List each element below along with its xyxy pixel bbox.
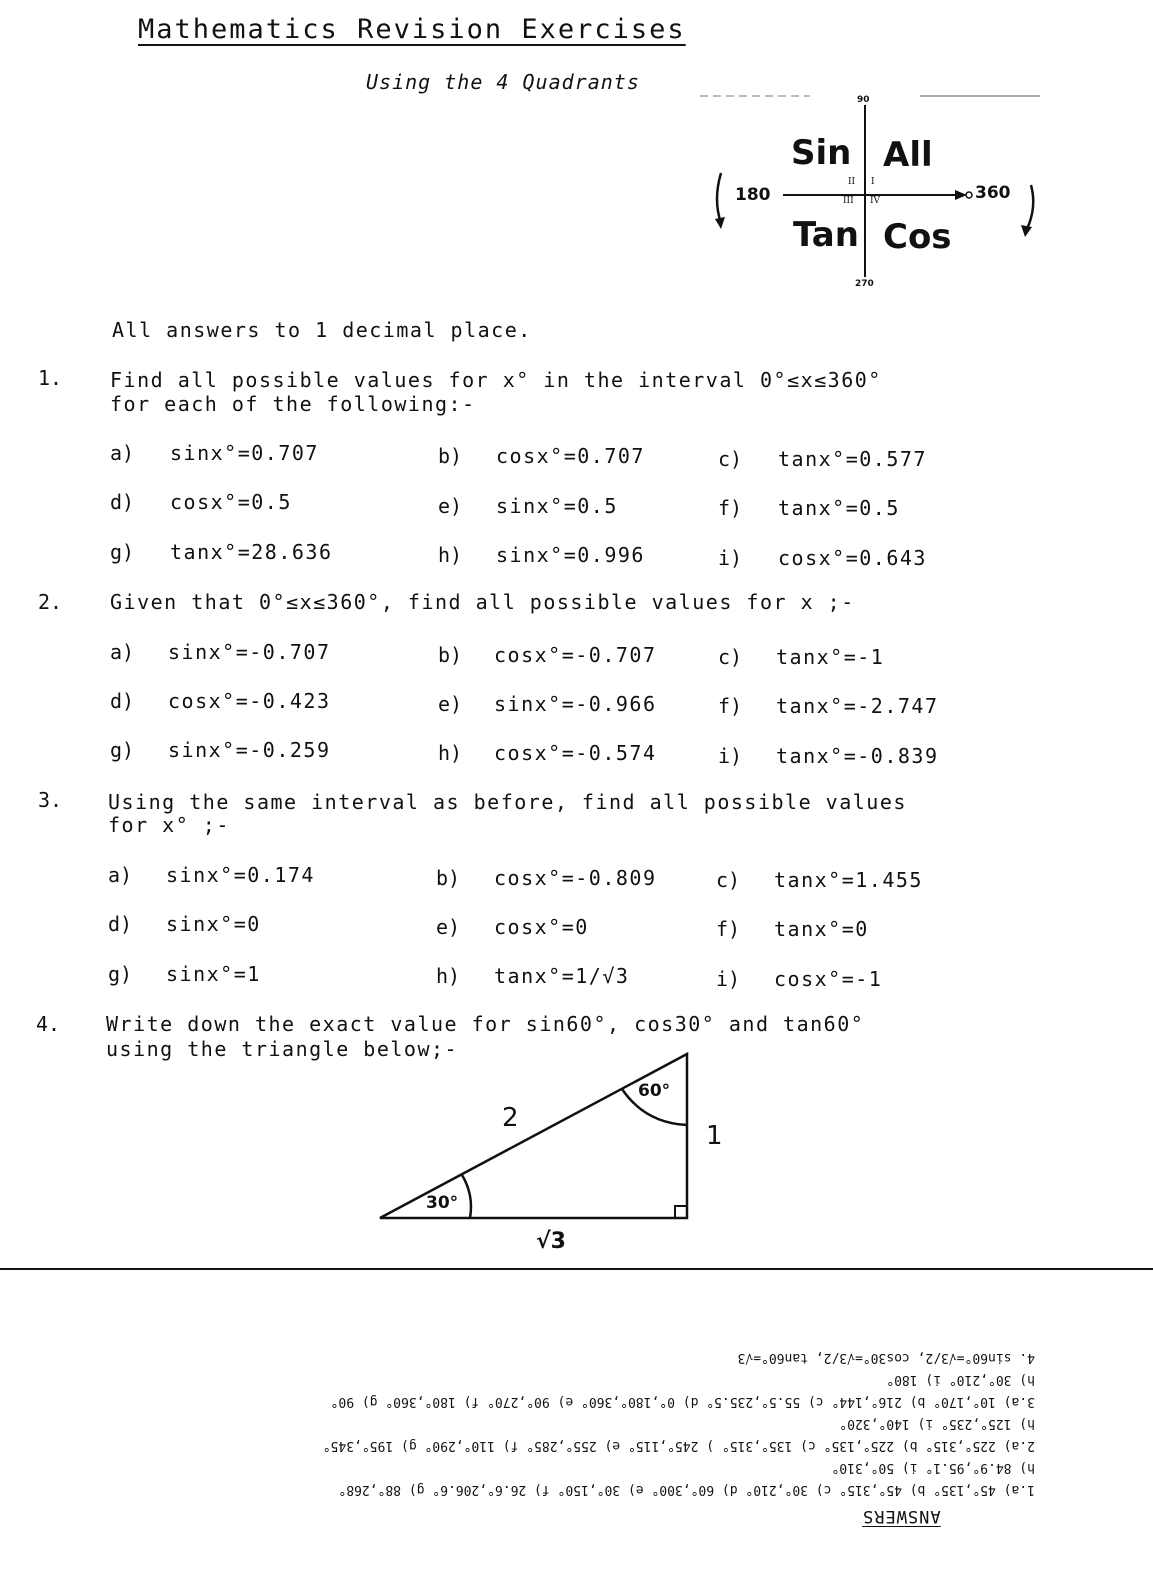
part-label: g) — [110, 738, 135, 762]
triangle-figure — [370, 1045, 730, 1265]
question-text: Write down the exact value for sin60°, cos30° and tan60° — [106, 1012, 865, 1036]
label-90: 90 — [857, 95, 870, 105]
quadrant-diagram — [705, 95, 1045, 295]
page-title: Mathematics Revision Exercises — [138, 14, 686, 45]
part-expression: sinx°=-0.966 — [494, 692, 657, 716]
section-divider — [0, 1268, 1153, 1270]
label-opposite: 1 — [706, 1121, 723, 1151]
part-expression: sinx°=1 — [166, 962, 261, 986]
part-label: c) — [718, 645, 743, 669]
quadrant-numeral-1: I — [871, 177, 875, 187]
instruction-text: All answers to 1 decimal place. — [112, 318, 532, 342]
answers-heading: ANSWERS — [862, 1506, 941, 1526]
label-270: 270 — [855, 279, 874, 289]
part-label: b) — [436, 866, 461, 890]
part-expression: tanx°=0.577 — [778, 447, 927, 471]
part-expression: tanx°=28.636 — [170, 540, 333, 564]
part-label: c) — [716, 868, 741, 892]
part-label: i) — [716, 967, 741, 991]
part-expression: sinx°=-0.259 — [168, 738, 331, 762]
question-text: for x° ;- — [108, 813, 230, 837]
question-number: 4. — [36, 1012, 61, 1036]
part-label: a) — [110, 441, 135, 465]
part-expression: tanx°=0 — [774, 917, 869, 941]
label-180: 180 — [735, 185, 771, 205]
part-expression: tanx°=0.5 — [778, 496, 900, 520]
part-label: d) — [110, 689, 135, 713]
part-expression: sinx°=0 — [166, 912, 261, 936]
part-expression: cosx°=0.707 — [496, 444, 645, 468]
quadrant-sin: Sin — [791, 133, 852, 173]
part-expression: cosx°=-1 — [774, 967, 883, 991]
label-360: 360 — [975, 183, 1011, 203]
part-label: h) — [438, 543, 463, 567]
page-subtitle: Using the 4 Quadrants — [366, 70, 640, 94]
part-expression: sinx°=0.5 — [496, 494, 618, 518]
part-label: b) — [438, 444, 463, 468]
part-label: b) — [438, 643, 463, 667]
part-expression: cosx°=0.643 — [778, 546, 927, 570]
part-expression: tanx°=-0.839 — [776, 744, 939, 768]
part-label: g) — [110, 540, 135, 564]
part-expression: sinx°=0.174 — [166, 863, 315, 887]
part-expression: sinx°=-0.707 — [168, 640, 331, 664]
part-expression: tanx°=-1 — [776, 645, 885, 669]
answer-line: h) 84.9°,95.1° i) 50°,310° — [831, 1460, 1035, 1475]
part-label: e) — [436, 915, 461, 939]
part-expression: cosx°=-0.809 — [494, 866, 657, 890]
part-expression: tanx°=1/√3 — [494, 964, 630, 988]
question-number: 1. — [38, 366, 63, 390]
part-label: f) — [718, 496, 743, 520]
part-label: f) — [716, 917, 741, 941]
answer-line: h) 125°,235° i) 140°,320° — [839, 1416, 1035, 1431]
part-expression: tanx°=-2.747 — [776, 694, 939, 718]
part-expression: cosx°=-0.707 — [494, 643, 657, 667]
question-text: using the triangle below;- — [106, 1037, 459, 1061]
quadrant-tan: Tan — [793, 215, 859, 255]
answer-line: 2.a) 225°,315° b) 225°,135° c) 135°,315° ) 245°,115° e) 255°,285° f) 110°,290° g) 195°,345° — [322, 1438, 1035, 1453]
part-expression: sinx°=0.996 — [496, 543, 645, 567]
quadrant-numeral-2: II — [848, 177, 856, 187]
quadrant-numeral-3: III — [843, 196, 854, 206]
quadrant-cos: Cos — [883, 217, 952, 257]
answer-line: h) 30°,210° i) 180° — [886, 1372, 1035, 1387]
question-number: 3. — [38, 788, 63, 812]
part-label: d) — [110, 490, 135, 514]
answer-line: 4. sin60°=√3/2, cos30°=√3/2, tan60°=√3 — [737, 1350, 1035, 1365]
part-expression: sinx°=0.707 — [170, 441, 319, 465]
answer-line: 1.a) 45°,135° b) 45°,315° c) 30°,210° d) 60°,300° e) 30°,150° f) 26.6°,206.6° g) 88°,268° — [338, 1482, 1035, 1497]
answers-block — [215, 1300, 1035, 1500]
part-expression: tanx°=1.455 — [774, 868, 923, 892]
answer-line: 3.a) 10°,170° b) 216°,144° c) 55.5°,235.5° d) 0°,180°,360° e) 90°,270° f) 180°,360° g) 90° — [330, 1394, 1035, 1409]
question-text: Given that 0°≤x≤360°, find all possible values for x ;- — [110, 590, 855, 614]
part-label: d) — [108, 912, 133, 936]
label-angle-60: 60° — [638, 1081, 671, 1101]
part-label: a) — [108, 863, 133, 887]
part-expression: cosx°=0.5 — [170, 490, 292, 514]
question-text: Using the same interval as before, find all possible values — [108, 790, 907, 814]
label-angle-30: 30° — [426, 1193, 459, 1213]
part-label: g) — [108, 962, 133, 986]
part-label: i) — [718, 546, 743, 570]
question-number: 2. — [38, 590, 63, 614]
part-expression: cosx°=0 — [494, 915, 589, 939]
part-label: a) — [110, 640, 135, 664]
quadrant-numeral-4: IV — [870, 196, 881, 206]
part-label: f) — [718, 694, 743, 718]
part-label: c) — [718, 447, 743, 471]
label-adjacent: √3 — [536, 1229, 566, 1254]
question-text: Find all possible values for x° in the interval 0°≤x≤360° — [110, 368, 882, 392]
label-hypotenuse: 2 — [502, 1103, 519, 1133]
part-label: h) — [436, 964, 461, 988]
part-label: i) — [718, 744, 743, 768]
quadrant-all: All — [883, 135, 933, 175]
part-expression: cosx°=-0.423 — [168, 689, 331, 713]
question-text: for each of the following:- — [110, 392, 476, 416]
part-expression: cosx°=-0.574 — [494, 741, 657, 765]
part-label: h) — [438, 741, 463, 765]
part-label: e) — [438, 692, 463, 716]
part-label: e) — [438, 494, 463, 518]
